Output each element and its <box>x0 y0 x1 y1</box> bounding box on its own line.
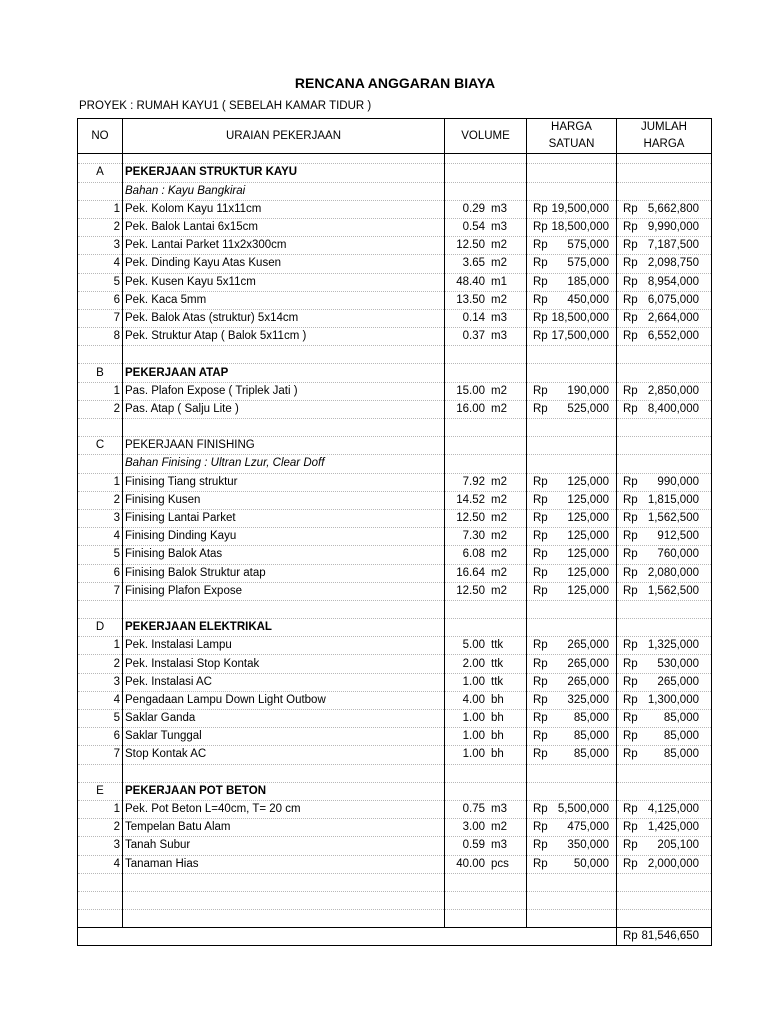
table-row <box>78 473 712 491</box>
item-desc: Pek. Instalasi AC <box>123 673 445 691</box>
item-unit: m2 <box>491 493 507 506</box>
currency-label: Rp <box>533 657 548 670</box>
currency-label: Rp <box>623 693 638 706</box>
item-price: 85,000 <box>573 730 609 743</box>
table-row <box>78 509 712 527</box>
grand-total-row <box>78 928 712 946</box>
item-desc: Saklar Ganda <box>123 710 445 728</box>
item-no: 1 <box>78 382 123 400</box>
grand-total-value: 81,546,650 <box>641 930 699 943</box>
item-unit: m3 <box>491 330 507 343</box>
table-row <box>78 491 712 509</box>
item-no: 6 <box>78 291 123 309</box>
currency-label: Rp <box>533 257 548 270</box>
item-price: 125,000 <box>567 493 609 506</box>
item-no: 7 <box>78 746 123 764</box>
item-qty: 12.50 <box>456 584 485 597</box>
item-total: 265,000 <box>657 675 699 688</box>
item-no: 1 <box>78 473 123 491</box>
item-unit: m2 <box>491 257 507 270</box>
currency-label: Rp <box>533 530 548 543</box>
header-harga-line1: HARGA <box>527 119 617 137</box>
table-row <box>78 746 712 764</box>
item-price: 125,000 <box>567 584 609 597</box>
item-unit: m1 <box>491 275 507 288</box>
item-unit: ttk <box>491 639 504 652</box>
item-unit: m2 <box>491 402 507 415</box>
item-total: 2,664,000 <box>647 311 699 324</box>
table-row <box>78 255 712 273</box>
item-desc: Pengadaan Lampu Down Light Outbow <box>123 691 445 709</box>
item-qty: 15.00 <box>456 384 485 397</box>
header-harga-line2: SATUAN <box>527 136 617 154</box>
item-unit: m2 <box>491 293 507 306</box>
currency-label: Rp <box>533 221 548 234</box>
table-row <box>78 837 712 855</box>
item-price: 325,000 <box>567 693 609 706</box>
item-qty: 1.00 <box>462 748 485 761</box>
currency-label: Rp <box>533 584 548 597</box>
currency-label: Rp <box>623 475 638 488</box>
header-volume: VOLUME <box>445 119 527 154</box>
section-row <box>78 437 712 455</box>
currency-label: Rp <box>623 712 638 725</box>
section-subtitle-row <box>78 182 712 200</box>
item-unit: m2 <box>491 584 507 597</box>
item-unit: m2 <box>491 512 507 525</box>
item-desc: Pek. Lantai Parket 11x2x300cm <box>123 237 445 255</box>
item-qty: 13.50 <box>456 293 485 306</box>
item-total: 2,080,000 <box>647 566 699 579</box>
item-qty: 40.00 <box>456 857 485 870</box>
table-body <box>78 154 712 946</box>
currency-label: Rp <box>533 675 548 688</box>
item-desc: Finising Kusen <box>123 491 445 509</box>
item-unit: ttk <box>491 657 504 670</box>
section-code: D <box>78 619 123 637</box>
item-desc: Finising Plafon Expose <box>123 582 445 600</box>
item-qty: 12.50 <box>456 239 485 252</box>
table-row <box>78 564 712 582</box>
item-unit: m3 <box>491 839 507 852</box>
item-unit: m2 <box>491 548 507 561</box>
item-no: 6 <box>78 728 123 746</box>
item-no: 2 <box>78 218 123 236</box>
section-row <box>78 364 712 382</box>
item-price: 18,500,000 <box>551 311 609 324</box>
item-desc: Pek. Dinding Kayu Atas Kusen <box>123 255 445 273</box>
currency-label: Rp <box>533 202 548 215</box>
currency-label: Rp <box>533 293 548 306</box>
item-total: 6,552,000 <box>647 330 699 343</box>
header-no: NO <box>78 119 123 154</box>
item-qty: 14.52 <box>456 493 485 506</box>
item-total: 8,954,000 <box>647 275 699 288</box>
item-no: 3 <box>78 509 123 527</box>
item-desc: Pek. Kaca 5mm <box>123 291 445 309</box>
item-total: 6,075,000 <box>647 293 699 306</box>
section-subtitle: Bahan : Kayu Bangkirai <box>123 182 445 200</box>
item-desc: Pek. Struktur Atap ( Balok 5x11cm ) <box>123 328 445 346</box>
item-price: 475,000 <box>567 821 609 834</box>
project-label: PROYEK : RUMAH KAYU1 ( SEBELAH KAMAR TIDUR ) <box>79 100 372 112</box>
currency-label: Rp <box>533 475 548 488</box>
currency-label: Rp <box>623 239 638 252</box>
item-total: 85,000 <box>663 712 699 725</box>
currency-label: Rp <box>623 584 638 597</box>
currency-label: Rp <box>623 202 638 215</box>
item-price: 19,500,000 <box>551 202 609 215</box>
item-no: 2 <box>78 491 123 509</box>
empty-row <box>78 910 712 928</box>
currency-label: Rp <box>533 857 548 870</box>
item-unit: m2 <box>491 239 507 252</box>
empty-row <box>78 419 712 437</box>
item-desc: Finising Dinding Kayu <box>123 528 445 546</box>
item-price: 125,000 <box>567 530 609 543</box>
currency-label: Rp <box>533 548 548 561</box>
item-desc: Pek. Balok Lantai 6x15cm <box>123 218 445 236</box>
currency-label: Rp <box>623 493 638 506</box>
item-price: 85,000 <box>573 748 609 761</box>
currency-label: Rp <box>623 402 638 415</box>
item-qty: 4.00 <box>462 693 485 706</box>
currency-label: Rp <box>533 712 548 725</box>
item-price: 85,000 <box>573 712 609 725</box>
item-total: 2,000,000 <box>647 857 699 870</box>
item-desc: Tempelan Batu Alam <box>123 819 445 837</box>
currency-label: Rp <box>533 639 548 652</box>
item-qty: 16.00 <box>456 402 485 415</box>
empty-row <box>78 891 712 909</box>
item-desc: Finising Lantai Parket <box>123 509 445 527</box>
item-unit: bh <box>491 712 504 725</box>
currency-label: Rp <box>623 839 638 852</box>
item-total: 4,125,000 <box>647 803 699 816</box>
item-desc: Finising Balok Struktur atap <box>123 564 445 582</box>
table-row <box>78 528 712 546</box>
item-desc: Pas. Plafon Expose ( Triplek Jati ) <box>123 382 445 400</box>
item-qty: 0.75 <box>462 803 485 816</box>
item-price: 17,500,000 <box>551 330 609 343</box>
item-qty: 7.30 <box>462 530 485 543</box>
currency-label: Rp <box>623 530 638 543</box>
item-desc: Pek. Kolom Kayu 11x11cm <box>123 200 445 218</box>
table-row <box>78 655 712 673</box>
table-row <box>78 382 712 400</box>
table-row <box>78 691 712 709</box>
currency-label: Rp <box>623 930 638 943</box>
item-unit: m3 <box>491 202 507 215</box>
item-price: 125,000 <box>567 548 609 561</box>
section-row <box>78 619 712 637</box>
item-total: 2,098,750 <box>647 257 699 270</box>
item-total: 8,400,000 <box>647 402 699 415</box>
section-code: B <box>78 364 123 382</box>
item-unit: m2 <box>491 566 507 579</box>
item-desc: Pek. Instalasi Lampu <box>123 637 445 655</box>
currency-label: Rp <box>623 803 638 816</box>
item-price: 265,000 <box>567 675 609 688</box>
item-total: 7,187,500 <box>647 239 699 252</box>
table-row <box>78 637 712 655</box>
item-desc: Finising Balok Atas <box>123 546 445 564</box>
item-total: 1,325,000 <box>647 639 699 652</box>
item-desc: Tanah Subur <box>123 837 445 855</box>
item-no: 2 <box>78 819 123 837</box>
item-qty: 0.54 <box>462 221 485 234</box>
item-price: 265,000 <box>567 657 609 670</box>
currency-label: Rp <box>533 275 548 288</box>
empty-row <box>78 154 712 164</box>
item-unit: m2 <box>491 475 507 488</box>
item-no: 2 <box>78 655 123 673</box>
table-row <box>78 819 712 837</box>
item-total: 912,500 <box>657 530 699 543</box>
currency-label: Rp <box>623 257 638 270</box>
item-unit: ttk <box>491 675 504 688</box>
item-desc: Saklar Tunggal <box>123 728 445 746</box>
currency-label: Rp <box>623 293 638 306</box>
item-price: 18,500,000 <box>551 221 609 234</box>
section-code: C <box>78 437 123 455</box>
currency-label: Rp <box>623 675 638 688</box>
page-title: RENCANA ANGGARAN BIAYA <box>294 75 496 91</box>
item-no: 4 <box>78 255 123 273</box>
item-no: 5 <box>78 546 123 564</box>
currency-label: Rp <box>623 275 638 288</box>
item-desc: Stop Kontak AC <box>123 746 445 764</box>
item-desc: Pek. Kusen Kayu 5x11cm <box>123 273 445 291</box>
item-total: 2,850,000 <box>647 384 699 397</box>
item-price: 450,000 <box>567 293 609 306</box>
currency-label: Rp <box>623 730 638 743</box>
currency-label: Rp <box>533 803 548 816</box>
item-total: 1,815,000 <box>647 493 699 506</box>
section-title: PEKERJAAN FINISHING <box>123 437 445 455</box>
currency-label: Rp <box>533 821 548 834</box>
currency-label: Rp <box>533 693 548 706</box>
item-price: 185,000 <box>567 275 609 288</box>
currency-label: Rp <box>623 639 638 652</box>
currency-label: Rp <box>533 239 548 252</box>
item-no: 1 <box>78 637 123 655</box>
currency-label: Rp <box>533 402 548 415</box>
item-total: 530,000 <box>657 657 699 670</box>
item-unit: m2 <box>491 821 507 834</box>
item-total: 760,000 <box>657 548 699 561</box>
item-unit: pcs <box>491 857 509 870</box>
item-qty: 6.08 <box>462 548 485 561</box>
section-title: PEKERJAAN STRUKTUR KAYU <box>123 164 445 182</box>
section-title: PEKERJAAN ELEKTRIKAL <box>123 619 445 637</box>
item-qty: 3.00 <box>462 821 485 834</box>
table-row <box>78 728 712 746</box>
item-desc: Pek. Instalasi Stop Kontak <box>123 655 445 673</box>
item-qty: 0.37 <box>462 330 485 343</box>
item-price: 525,000 <box>567 402 609 415</box>
item-unit: m2 <box>491 530 507 543</box>
item-no: 7 <box>78 309 123 327</box>
item-total: 1,562,500 <box>647 512 699 525</box>
item-desc: Pek. Pot Beton L=40cm, T= 20 cm <box>123 800 445 818</box>
item-qty: 1.00 <box>462 675 485 688</box>
item-qty: 2.00 <box>462 657 485 670</box>
empty-row <box>78 873 712 891</box>
item-unit: m3 <box>491 311 507 324</box>
item-no: 5 <box>78 273 123 291</box>
item-price: 350,000 <box>567 839 609 852</box>
item-qty: 1.00 <box>462 730 485 743</box>
currency-label: Rp <box>623 221 638 234</box>
item-price: 5,500,000 <box>557 803 609 816</box>
item-price: 125,000 <box>567 475 609 488</box>
item-no: 6 <box>78 564 123 582</box>
currency-label: Rp <box>533 839 548 852</box>
currency-label: Rp <box>623 748 638 761</box>
table-row <box>78 237 712 255</box>
currency-label: Rp <box>623 566 638 579</box>
table-row <box>78 710 712 728</box>
currency-label: Rp <box>533 748 548 761</box>
item-total: 1,300,000 <box>647 693 699 706</box>
item-total: 1,562,500 <box>647 584 699 597</box>
section-title: PEKERJAAN ATAP <box>123 364 445 382</box>
table-row <box>78 800 712 818</box>
item-total: 5,662,800 <box>647 202 699 215</box>
table-row <box>78 273 712 291</box>
item-no: 1 <box>78 800 123 818</box>
item-price: 50,000 <box>573 857 609 870</box>
item-total: 85,000 <box>663 748 699 761</box>
table-row <box>78 218 712 236</box>
section-row <box>78 782 712 800</box>
currency-label: Rp <box>623 384 638 397</box>
section-subtitle: Bahan Finising : Ultran Lzur, Clear Doff <box>123 455 445 473</box>
item-no: 1 <box>78 200 123 218</box>
item-no: 5 <box>78 710 123 728</box>
item-qty: 12.50 <box>456 512 485 525</box>
header-jumlah-line1: JUMLAH <box>617 119 712 137</box>
table-row <box>78 291 712 309</box>
item-desc: Pas. Atap ( Salju Lite ) <box>123 400 445 418</box>
item-total: 990,000 <box>657 475 699 488</box>
currency-label: Rp <box>533 311 548 324</box>
table-row <box>78 673 712 691</box>
item-total: 85,000 <box>663 730 699 743</box>
currency-label: Rp <box>623 548 638 561</box>
item-no: 4 <box>78 691 123 709</box>
item-price: 125,000 <box>567 512 609 525</box>
empty-row <box>78 346 712 364</box>
item-price: 125,000 <box>567 566 609 579</box>
item-qty: 5.00 <box>462 639 485 652</box>
item-qty: 0.59 <box>462 839 485 852</box>
currency-label: Rp <box>623 657 638 670</box>
currency-label: Rp <box>533 330 548 343</box>
section-title: PEKERJAAN POT BETON <box>123 782 445 800</box>
currency-label: Rp <box>623 821 638 834</box>
section-subtitle-row <box>78 455 712 473</box>
item-no: 2 <box>78 400 123 418</box>
table-row <box>78 309 712 327</box>
currency-label: Rp <box>623 330 638 343</box>
item-no: 7 <box>78 582 123 600</box>
item-no: 4 <box>78 528 123 546</box>
empty-row <box>78 600 712 618</box>
item-price: 575,000 <box>567 257 609 270</box>
currency-label: Rp <box>533 493 548 506</box>
item-price: 265,000 <box>567 639 609 652</box>
item-unit: m3 <box>491 803 507 816</box>
table-row <box>78 855 712 873</box>
currency-label: Rp <box>533 384 548 397</box>
item-unit: bh <box>491 748 504 761</box>
currency-label: Rp <box>533 512 548 525</box>
currency-label: Rp <box>533 566 548 579</box>
item-price: 575,000 <box>567 239 609 252</box>
section-row <box>78 164 712 182</box>
item-no: 3 <box>78 673 123 691</box>
item-qty: 0.14 <box>462 311 485 324</box>
currency-label: Rp <box>623 512 638 525</box>
item-qty: 1.00 <box>462 712 485 725</box>
item-qty: 48.40 <box>456 275 485 288</box>
table-row <box>78 328 712 346</box>
item-no: 8 <box>78 328 123 346</box>
currency-label: Rp <box>623 311 638 324</box>
item-unit: bh <box>491 730 504 743</box>
item-total: 9,990,000 <box>647 221 699 234</box>
item-qty: 16.64 <box>456 566 485 579</box>
header-jumlah-line2: HARGA <box>617 136 712 154</box>
item-qty: 0.29 <box>462 202 485 215</box>
table-row <box>78 400 712 418</box>
currency-label: Rp <box>623 857 638 870</box>
item-total: 1,425,000 <box>647 821 699 834</box>
item-total: 205,100 <box>657 839 699 852</box>
table-row <box>78 546 712 564</box>
item-desc: Pek. Balok Atas (struktur) 5x14cm <box>123 309 445 327</box>
item-desc: Tanaman Hias <box>123 855 445 873</box>
header-uraian: URAIAN PEKERJAAN <box>123 119 445 154</box>
section-code: E <box>78 782 123 800</box>
item-no: 3 <box>78 237 123 255</box>
table-row <box>78 200 712 218</box>
item-qty: 7.92 <box>462 475 485 488</box>
item-no: 3 <box>78 837 123 855</box>
item-no: 4 <box>78 855 123 873</box>
table-header <box>78 119 712 154</box>
item-price: 190,000 <box>567 384 609 397</box>
table-row <box>78 582 712 600</box>
budget-table <box>77 118 712 946</box>
item-qty: 3.65 <box>462 257 485 270</box>
item-unit: m2 <box>491 384 507 397</box>
item-desc: Finising Tiang struktur <box>123 473 445 491</box>
currency-label: Rp <box>533 730 548 743</box>
item-unit: bh <box>491 693 504 706</box>
item-unit: m3 <box>491 221 507 234</box>
section-code: A <box>78 164 123 182</box>
empty-row <box>78 764 712 782</box>
